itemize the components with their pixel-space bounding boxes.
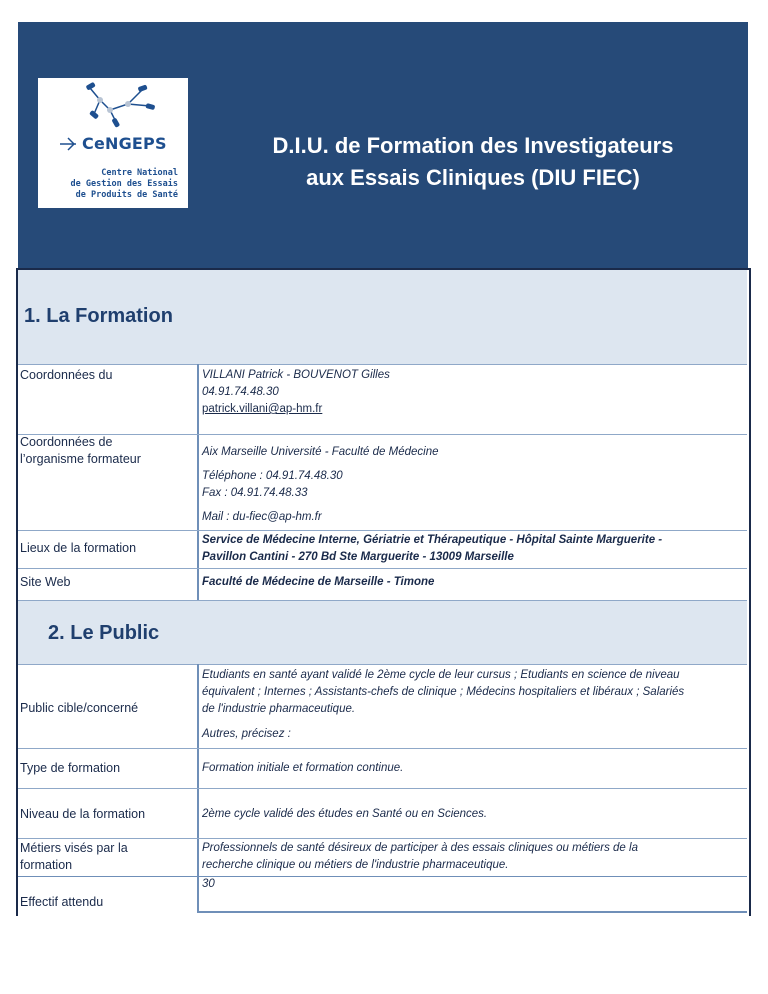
section2-title: 2. Le Public bbox=[48, 622, 160, 644]
niveau-value: 2ème cycle validé des études en Santé ou en Sciences. bbox=[202, 808, 488, 820]
public-line2: équivalent ; Internes ; Assistants-chefs de clinique ; Médecins hospitaliers et libéraux ; Salariés bbox=[202, 686, 685, 698]
row-label-effectif: Effectif attendu bbox=[20, 895, 104, 909]
table-row bbox=[18, 876, 747, 914]
organisme-name: Aix Marseille Université - Faculté de Médecine bbox=[202, 446, 439, 458]
logo-subtitle-line2: de Gestion des Essais bbox=[70, 179, 178, 189]
section1-title: 1. La Formation bbox=[24, 305, 173, 327]
row-label-site-web: Site Web bbox=[20, 575, 71, 589]
effectif-value: 30 bbox=[202, 878, 215, 890]
row-label-organisme-line1: Coordonnées de bbox=[20, 435, 113, 449]
lieux-line2: Pavillon Cantini - 270 Bd Ste Marguerite - 13009 Marseille bbox=[202, 551, 514, 563]
row-label-metiers-line2: formation bbox=[20, 858, 73, 872]
organisme-fax: Fax : 04.91.74.48.33 bbox=[202, 487, 308, 499]
organisme-mail: Mail : du-fiec@ap-hm.fr bbox=[202, 511, 322, 523]
header-banner bbox=[18, 22, 748, 268]
type-value: Formation initiale et formation continue. bbox=[202, 762, 404, 774]
coordinator-phone: 04.91.74.48.30 bbox=[202, 386, 279, 398]
coordinator-email[interactable]: patrick.villani@ap-hm.fr bbox=[202, 403, 323, 415]
coordinator-names: VILLANI Patrick - BOUVENOT Gilles bbox=[202, 369, 390, 381]
row-label-type: Type de formation bbox=[20, 761, 121, 775]
row-label-niveau: Niveau de la formation bbox=[20, 807, 146, 821]
table-bottom-border bbox=[198, 911, 747, 913]
row-label-organisme-line2: l’organisme formateur bbox=[20, 452, 141, 466]
metiers-line1: Professionnels de santé désireux de participer à des essais cliniques ou métiers de la bbox=[202, 842, 638, 854]
cengeps-logo bbox=[38, 78, 188, 208]
page-title-line2: aux Essais Cliniques (DIU FIEC) bbox=[306, 165, 640, 190]
lieux-line1: Service de Médecine Interne, Gériatrie et Thérapeutique - Hôpital Sainte Marguerite - bbox=[202, 534, 663, 546]
public-autres: Autres, précisez : bbox=[202, 728, 291, 740]
coordinator-email-link[interactable] bbox=[202, 401, 322, 418]
logo-subtitle-line3: de Produits de Santé bbox=[75, 190, 178, 200]
row-label-coordonnees: Coordonnées du bbox=[20, 368, 113, 382]
logo-brand: CeNGEPS bbox=[82, 134, 167, 153]
public-line1: Etudiants en santé ayant validé le 2ème cycle de leur cursus ; Etudiants en science de niveau bbox=[202, 669, 680, 681]
row-label-public: Public cible/concerné bbox=[20, 701, 139, 715]
site-web-value[interactable]: Faculté de Médecine de Marseille - Timone bbox=[202, 576, 435, 588]
public-line3: de l'industrie pharmaceutique. bbox=[202, 703, 356, 715]
metiers-line2: recherche clinique ou métiers de l'industrie pharmaceutique. bbox=[202, 859, 509, 871]
row-label-metiers-line1: Métiers visés par la bbox=[20, 841, 128, 855]
row-label-lieux: Lieux de la formation bbox=[20, 541, 137, 555]
page-title bbox=[208, 130, 738, 194]
logo-subtitle-line1: Centre National bbox=[101, 168, 178, 178]
organisme-phone: Téléphone : 04.91.74.48.30 bbox=[202, 470, 343, 482]
page-title-line1: D.I.U. de Formation des Investigateurs bbox=[272, 133, 674, 158]
